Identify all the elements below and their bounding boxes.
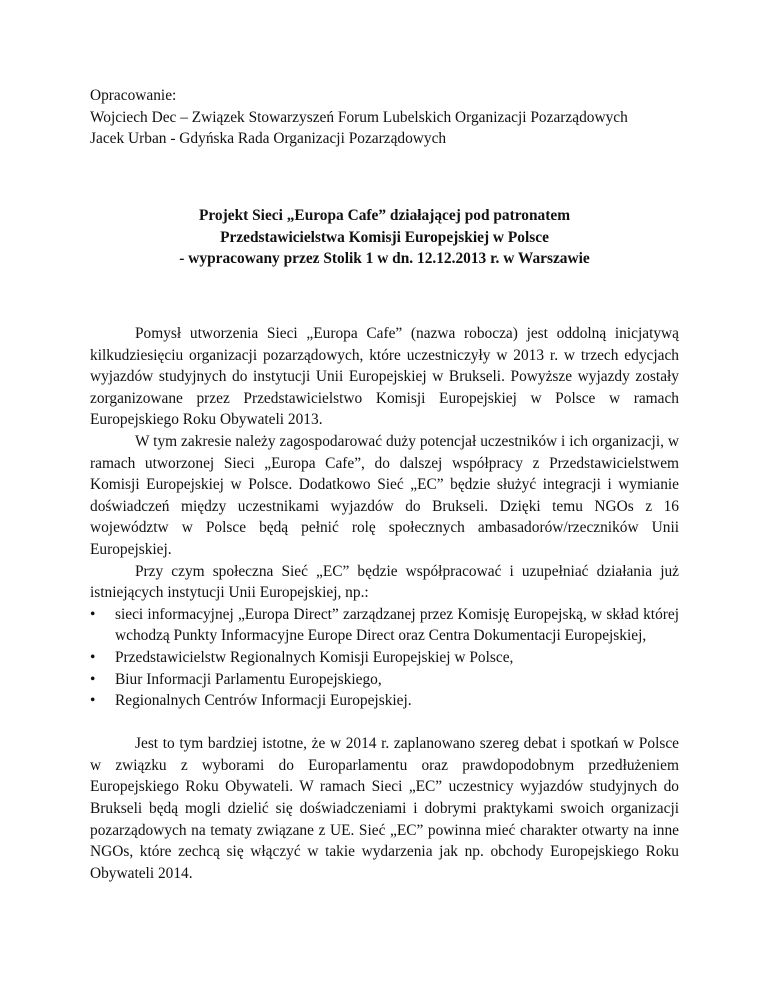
document-title: [90, 205, 679, 270]
list-item-text: sieci informacyjnej „Europa Direct” zarządzanej przez Komisję Europejską, w skład której wchodzą Punkty Informacyjne Europe Direct oraz Centra Dokumentacji Europejskiej,: [115, 605, 679, 645]
document-body: [90, 323, 679, 884]
paragraph-spacer: [90, 712, 679, 734]
prepared-by-block: [90, 85, 690, 150]
bullet-icon: •: [90, 605, 96, 623]
list-item-text: Biur Informacji Parlamentu Europejskiego,: [115, 670, 382, 688]
title-line-3: - wypracowany przez Stolik 1 w dn. 12.12.2013 r. w Warszawie: [179, 250, 590, 268]
paragraph-2: W tym zakresie należy zagospodarować duży potencjał uczestników i ich organizacji, w ramach utworzonej Sieci „Europa Cafe”, do dalszej współpracy z Przedstawicielstwem Komisji Europejskiej w Polsce. Dodatkowo Sieć „EC” będzie służyć integracji i wymianie doświadczeń między uczestnikami wyjazdów do Brukseli. Dzięki temu NGOs z 16 województw w Polsce będą pełnić rolę społecznych ambasadorów/rzeczników Unii Europejskiej.: [90, 432, 679, 558]
list-item: [90, 647, 679, 669]
bullet-icon: •: [90, 692, 96, 710]
paragraph-4: Jest to tym bardziej istotne, że w 2014 r. zaplanowano szereg debat i spotkań w Polsce w związku z wyborami do Europarlamentu oraz prawdopodobnym przedłużeniem Europejskiego Roku Obywateli. W ramach Sieci „EC” uczestnicy wyjazdów studyjnych do Brukseli będą mogli dzielić się doświadczeniami i dobrymi praktykami swoich organizacji pozarządowych na tematy związane z UE. Sieć „EC” powinna mieć charakter otwarty na inne NGOs, które zechcą się włączyć w takie wydarzenia jak np. obchody Europejskiego Roku Obywateli 2014.: [90, 735, 679, 882]
bullet-icon: •: [90, 648, 96, 666]
list-item: [90, 690, 679, 712]
list-item-text: Regionalnych Centrów Informacji Europejskiej.: [115, 692, 412, 710]
paragraph-3: Przy czym społeczna Sieć „EC” będzie współpracować i uzupełniać działania już istniejących instytucji Unii Europejskiej, np.:: [90, 562, 679, 602]
list-item: [90, 604, 679, 647]
author-line-2: Jacek Urban - Gdyńska Rada Organizacji Pozarządowych: [90, 130, 447, 148]
list-item-text: Przedstawicielstw Regionalnych Komisji Europejskiej w Polsce,: [115, 648, 514, 666]
bullet-icon: •: [90, 670, 96, 688]
author-line-1: Wojciech Dec – Związek Stowarzyszeń Forum Lubelskich Organizacji Pozarządowych: [90, 108, 628, 126]
prepared-by-heading: Opracowanie:: [90, 87, 177, 104]
paragraph-1: Pomysł utworzenia Sieci „Europa Cafe” (nazwa robocza) jest oddolną inicjatywą kilkudziesięciu organizacji pozarządowych, które uczestniczyły w 2013 r. w trzech edycjach wyjazdów studyjnych do instytucji Unii Europejskiej w Brukseli. Powyższe wyjazdy zostały zorganizowane przez Przedstawicielstwo Komisji Europejskiej w Polsce w ramach Europejskiego Roku Obywateli 2013.: [90, 325, 679, 429]
list-item: [90, 669, 679, 691]
title-line-1: Projekt Sieci „Europa Cafe” działającej pod patronatem: [198, 207, 571, 224]
title-line-2: Przedstawicielstwa Komisji Europejskiej w Polsce: [220, 228, 549, 246]
institutions-list: [90, 604, 679, 712]
